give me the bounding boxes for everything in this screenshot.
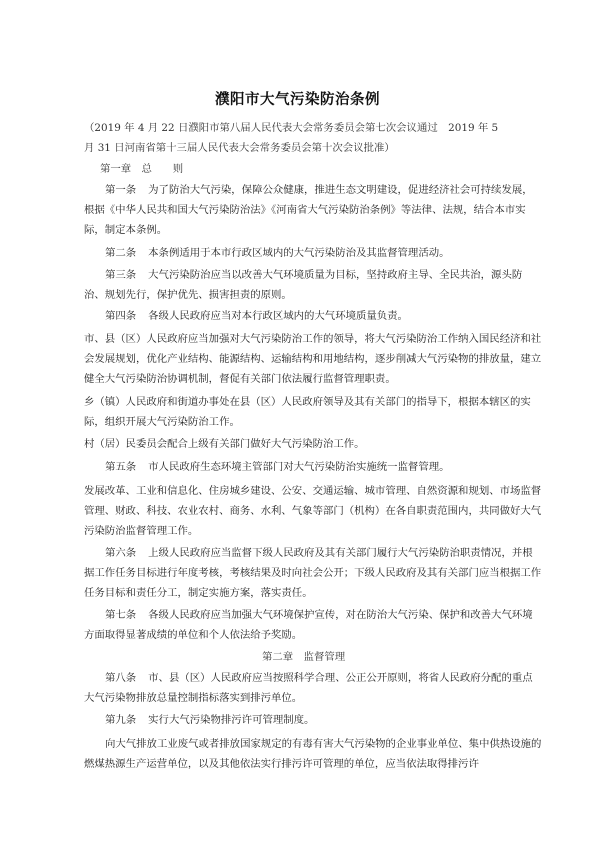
article-5-paragraph-2: 发展改革、工业和信息化、住房城乡建设、公安、交通运输、城市管理、自然资源和规划、市场监督管理、财政、科技、农业农村、商务、水利、气象等部门（机构）在各自职责范围内，共同做好大气污染防治监督管理工作。 bbox=[84, 485, 542, 537]
chapter-1-heading: 第一章 总 则 bbox=[100, 163, 184, 175]
chapter-2-heading: 第二章 监督管理 bbox=[262, 651, 346, 663]
article-4-paragraph-3: 乡（镇）人民政府和街道办事处在县（区）人民政府领导及其有关部门的指导下，根据本辖区的实际，组织开展大气污染防治工作。 bbox=[84, 396, 531, 428]
article-2-label: 第二条 bbox=[105, 247, 137, 259]
article-1-label: 第一条 bbox=[105, 184, 137, 196]
article-9 bbox=[84, 710, 542, 730]
document-title: 濮阳市大气污染防治条例 bbox=[215, 92, 380, 108]
article-8-label: 第八条 bbox=[105, 672, 137, 684]
article-4 bbox=[84, 306, 542, 326]
adoption-note-line-1: （2019 年 4 月 22 日濮阳市第八届人民代表大会常务委员会第七次会议通过 2019 年 5 bbox=[84, 122, 499, 134]
article-9-text: 实行大气污染物排污许可管理制度。 bbox=[148, 714, 315, 726]
article-5-text: 市人民政府生态环境主管部门对大气污染防治实施统一监督管理。 bbox=[148, 461, 450, 473]
article-3-label: 第三条 bbox=[105, 269, 137, 281]
article-4-text: 各级人民政府应当对本行政区域内的大气环境质量负责。 bbox=[148, 310, 408, 322]
article-7 bbox=[84, 605, 542, 645]
article-2 bbox=[84, 243, 542, 263]
article-1-text: 为了防治大气污染，保障公众健康，推进生态文明建设，促进经济社会可持续发展，根据《中华人民共和国大气污染防治法》《河南省大气污染防治条例》等法律、法规，结合本市实际，制定本条例。 bbox=[84, 184, 533, 236]
article-5-label: 第五条 bbox=[105, 461, 137, 473]
article-3 bbox=[84, 265, 542, 305]
article-6-label: 第六条 bbox=[105, 547, 137, 559]
article-4-label: 第四条 bbox=[105, 310, 137, 322]
article-4-paragraph-2: 市、县（区）人民政府应当加强对大气污染防治工作的领导，将大气污染防治工作纳入国民经济和社会发展规划，优化产业结构、能源结构、运输结构和用地结构，逐步削减大气污染物的排放量，建立健全大气污染防治协调机制，督促有关部门依法履行监督管理职责。 bbox=[84, 333, 542, 385]
adoption-note-line-2: 月 31 日河南省第十三届人民代表大会常务委员会第十次会议批准） bbox=[84, 142, 395, 154]
article-9-paragraph-2: 向大气排放工业废气或者排放国家规定的有毒有害大气污染物的企业事业单位、集中供热设施的燃煤热源生产运营单位，以及其他依法实行排污许可管理的单位，应当依法取得排污许 bbox=[84, 738, 542, 770]
article-9-label: 第九条 bbox=[105, 714, 137, 726]
article-7-text: 各级人民政府应当加强大气环境保护宣传，对在防治大气污染、保护和改善大气环境方面取得显著成绩的单位和个人依法给予奖励。 bbox=[84, 609, 533, 641]
article-8-text: 市、县（区）人民政府应当按照科学合理、公正公开原则，将省人民政府分配的重点大气污染物排放总量控制指标落实到排污单位。 bbox=[84, 672, 533, 704]
article-6-text: 上级人民政府应当监督下级人民政府及其有关部门履行大气污染防治职责情况，并根据工作任务目标进行年度考核，考核结果及时向社会公开；下级人民政府及其有关部门应当根据工作任务目标和责任分工，制定实施方案，落实责任。 bbox=[84, 547, 542, 599]
article-1 bbox=[84, 180, 542, 240]
article-2-text: 本条例适用于本市行政区域内的大气污染防治及其监督管理活动。 bbox=[148, 247, 450, 259]
article-8 bbox=[84, 668, 542, 708]
article-3-text: 大气污染防治应当以改善大气环境质量为目标，坚持政府主导、全民共治，源头防治、规划先行，保护优先、损害担责的原则。 bbox=[84, 269, 523, 301]
article-5 bbox=[84, 457, 542, 477]
article-7-label: 第七条 bbox=[105, 609, 137, 621]
article-4-paragraph-4: 村（居）民委员会配合上级有关部门做好大气污染防治工作。 bbox=[84, 438, 365, 450]
article-6 bbox=[84, 543, 542, 603]
